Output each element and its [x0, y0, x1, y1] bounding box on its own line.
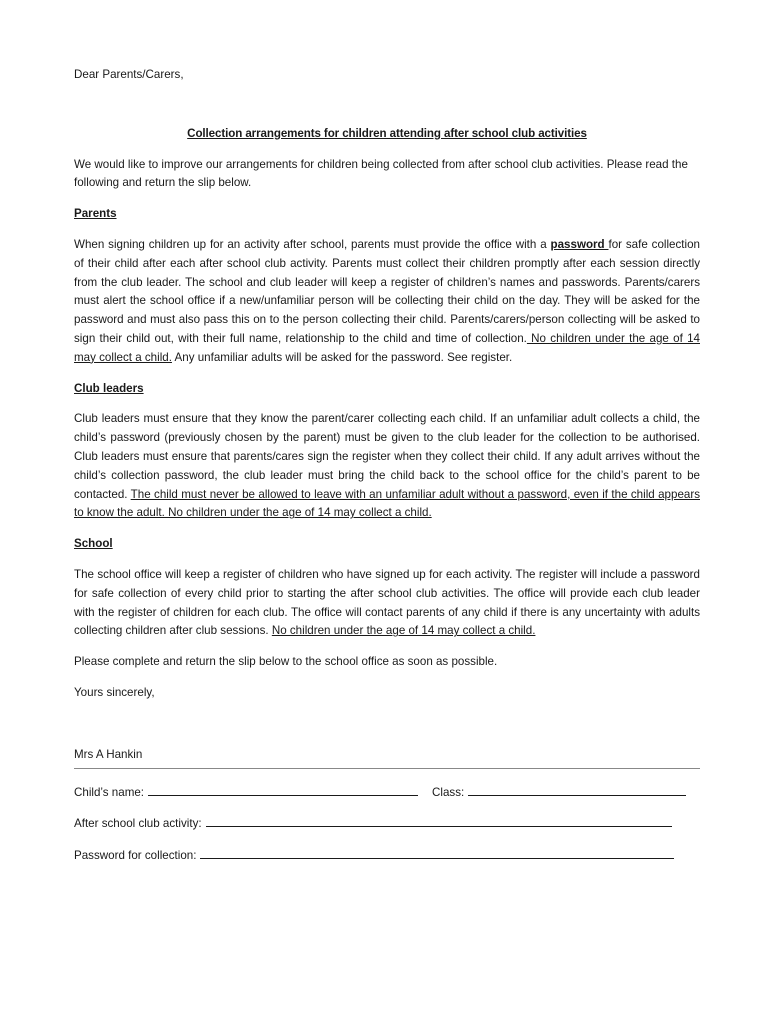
parents-text-2: for safe collection of their child after each after school club activity. Parents must collect their children promptly after each session directly from the club leader. The school and club leader will keep a register of children’s names and passwords. Parents/carers must alert the school office if a new/unfamiliar person will be collecting their child on the day. They will be asked for the password and must also pass this on to the person collecting their child. Parents/carers/person collecting will be asked to sign their child out, with their full name, relationship to the child and time of collection.: [74, 237, 700, 345]
password-label: Password for collection:: [74, 849, 197, 863]
password-word: password: [550, 237, 609, 251]
activity-row: [74, 814, 700, 834]
password-row: [74, 846, 700, 866]
sign-off: Yours sincerely,: [74, 685, 155, 699]
parents-text-1: When signing children up for an activity after school, parents must provide the office with a: [74, 237, 551, 251]
parents-paragraph: [74, 236, 700, 368]
club-leaders-paragraph: [74, 410, 700, 523]
letter-title: Collection arrangements for children attending after school club activities: [187, 126, 587, 140]
child-name-row: [74, 783, 700, 803]
greeting: Dear Parents/Carers,: [74, 68, 184, 81]
parents-text-3: Any unfamiliar adults will be asked for the password. See register.: [171, 350, 513, 364]
club-leaders-text-1: Club leaders must ensure that they know the parent/carer collecting each child. If an unfamiliar adult collects a child, the child’s password (previously chosen by the parent) must be given to the club leader for the collection to be authorised. Club leaders must ensure that parents/cares sign the register when they collect their child. If any adult arrives without the child’s collection password, the club leader must bring the child back to the school office for the child’s parent to be contacted.: [74, 412, 700, 501]
child-name-field[interactable]: [148, 783, 418, 796]
school-heading: School: [74, 537, 113, 551]
intro-paragraph: We would like to improve our arrangements for children being collected from after school club activities. Please read the following and return the slip below.: [74, 157, 688, 190]
club-leaders-heading: Club leaders: [74, 381, 144, 395]
class-label: Class:: [432, 785, 465, 799]
club-leaders-underlined-rule: The child must never be allowed to leave with an unfamiliar adult without a password, even if the child appears to know the adult. No children under the age of 14 may collect a child.: [74, 487, 700, 520]
school-underlined-rule: No children under the age of 14 may collect a child.: [271, 624, 536, 638]
school-paragraph: [74, 566, 700, 641]
school-text-1: The school office will keep a register of children who have signed up for each activity. The register will include a password for safe collection of every child prior to starting the after school club activities. The office will provide each club leader with the register of children for each club. The office will contact parents of any child if there is any uncertainty with adults collecting children after club sessions.: [74, 567, 700, 638]
activity-label: After school club activity:: [74, 817, 202, 831]
child-name-label: Child’s name:: [74, 785, 145, 799]
class-field[interactable]: [468, 783, 686, 796]
parents-underlined-rule: No children under the age of 14 may collect a child.: [74, 331, 700, 364]
password-field[interactable]: [200, 846, 674, 859]
signatory-name: Mrs A Hankin: [74, 747, 143, 761]
activity-field[interactable]: [206, 814, 672, 827]
parents-heading: Parents: [74, 207, 117, 221]
letter-body: [74, 66, 700, 878]
return-slip-divider: [74, 768, 700, 769]
closing-paragraph: Please complete and return the slip below to the school office as soon as possible.: [74, 655, 498, 669]
